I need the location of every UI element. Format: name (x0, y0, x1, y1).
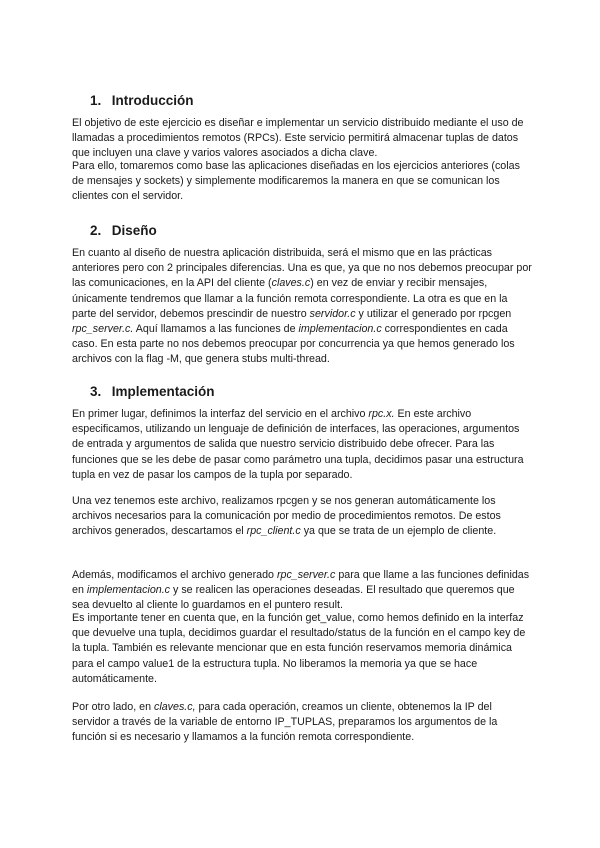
section-number: 2. (90, 223, 102, 238)
text-run: y se realicen las operaciones deseadas. El resultado que queremos que sea devuelto al cliente lo guardamos en el puntero result. (72, 584, 515, 612)
text-run: ya que se trata de un ejemplo de cliente. (300, 525, 497, 538)
italic-text: implementacion.c (298, 323, 382, 336)
paragraph (72, 246, 532, 368)
section-heading-diseno (90, 222, 157, 240)
text-run: y utilizar el generado por rpcgen (355, 307, 512, 320)
paragraph (72, 407, 532, 483)
italic-text: claves.c (271, 277, 311, 290)
italic-text: implementacion.c (86, 584, 171, 597)
italic-text: rpc_server.c (276, 569, 336, 581)
section-number: 1. (90, 93, 102, 108)
section-heading-implementacion (90, 383, 215, 401)
text-run: Es importante tener en cuenta que, en la función get_value, como hemos definido en la interfaz que devuelve una tupla, decidimos guardar el resultado/status de la función en el campo key de la tupla. También es relevante mencionar que en esta función reservamos memoria dinámica para el campo value1 de la estructura tupla. No liberamos la memoria ya que se hace automáticamente. (72, 612, 526, 685)
text-run: Aquí llamamos a las funciones de (133, 323, 299, 336)
text-run: para cada operación, creamos un cliente, obtenemos la IP del servidor a través de la variable de entorno IP_TUPLAS, preparamos los argumentos de la función si es necesario y llamamos a la función remota correspondiente. (72, 701, 498, 744)
paragraph (72, 568, 532, 614)
paragraph (72, 494, 532, 540)
section-heading-introduccion (90, 92, 194, 110)
section-number: 3. (90, 384, 102, 399)
italic-text: rpc.x. (368, 408, 395, 420)
text-run: ) en vez de enviar y recibir mensajes, únicamente tendremos que llamar a la función remota correspondiente. La otra es que en la parte del servidor, debemos prescindir de nuestro (72, 277, 508, 320)
text-run: Además, modificamos el archivo generado (72, 569, 277, 581)
italic-text: rpc_client.c (246, 525, 301, 538)
text-run: El objetivo de este ejercicio es diseñar e implementar un servicio distribuido mediante el uso de llamadas a procedimientos remotos (RPCs). Este servicio permitirá almacenar tuplas de datos que incluyen una clave y varios valores asociados a dicha clave. (72, 117, 524, 160)
text-run: En cuanto al diseño de nuestra aplicación distribuida, será el mismo que en las prácticas anteriores pero con 2 principales diferencias. Una es que, ya que no nos debemos preocupar por las comunicaciones, en la API del cliente ( (72, 247, 532, 290)
section-title: Implementación (111, 384, 215, 399)
text-run: Para ello, tomaremos como base las aplicaciones diseñadas en los ejercicios anteriores (colas de mensajes y sockets) y simplemente modificaremos la manera en que se comunican los clientes con el servidor. (72, 160, 520, 203)
paragraph (72, 116, 532, 162)
text-run: Una vez tenemos este archivo, realizamos rpcgen y se nos generan automáticamente los archivos necesarios para la comunicación por medio de procedimientos remotos. De estos archivos generados, descartamos el (72, 495, 501, 538)
paragraph (72, 611, 532, 687)
section-title: Diseño (111, 223, 157, 238)
italic-text: servidor.c (309, 307, 356, 320)
text-run: Por otro lado, en (72, 701, 154, 713)
section-title: Introducción (111, 93, 194, 108)
paragraph (72, 159, 532, 205)
text-run: En este archivo especificamos, utilizando un lenguaje de definición de interfaces, las operaciones, argumentos de entrada y argumentos de salida que nuestro servicio distribuido debe ofrecer. Para las funciones que se les debe de pasar como parámetro una tupla, decidimos pasar una estructura tupla en vez de pasar los campos de la tupla por separado. (72, 408, 524, 481)
text-run: correspondientes en cada caso. En esta parte no nos debemos preocupar por concurrencia ya que hemos generado los archivos con la flag -M, que genera stubs multi-thread. (72, 323, 515, 366)
italic-text: claves.c, (154, 701, 196, 713)
italic-text: rpc_server.c. (72, 323, 134, 336)
text-run: En primer lugar, definimos la interfaz del servicio en el archivo (72, 408, 369, 420)
text-run: para que llame a las funciones definidas en (72, 569, 530, 597)
paragraph (72, 700, 532, 746)
